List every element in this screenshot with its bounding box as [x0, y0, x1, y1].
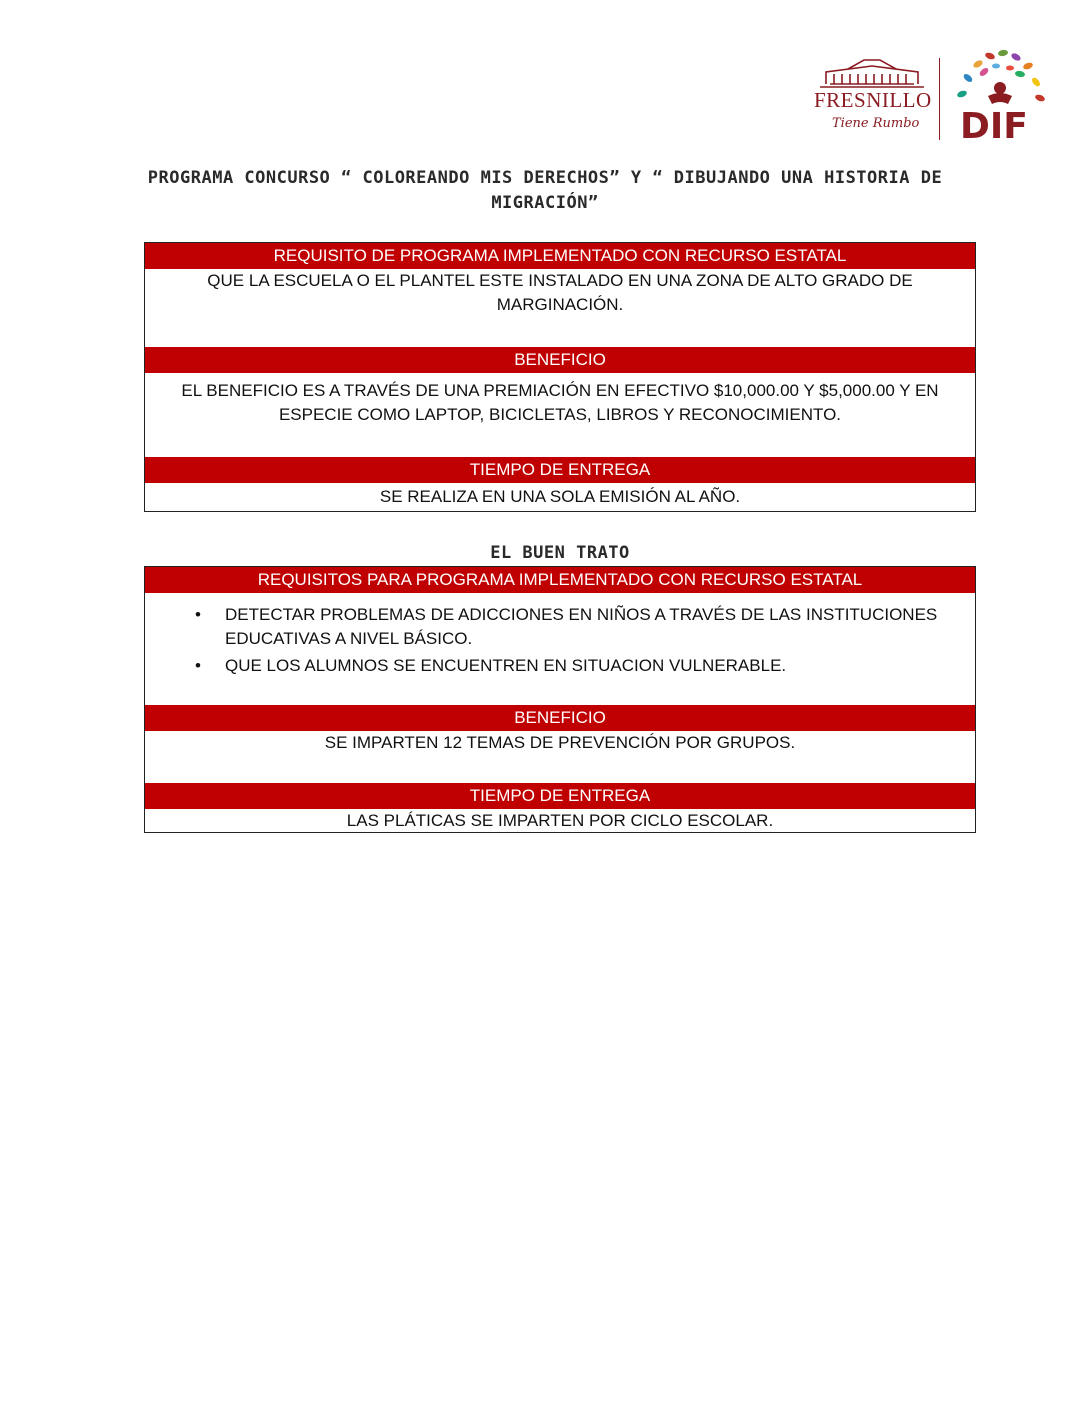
dif-logo-text: DIF	[960, 106, 1028, 144]
program1-benefit-header: BENEFICIO	[145, 347, 975, 373]
list-item: • QUE LOS ALUMNOS SE ENCUENTREN EN SITUACION VULNERABLE.	[225, 654, 965, 678]
program2-requirements-cell	[145, 593, 975, 705]
logo-divider	[939, 58, 940, 140]
program1-requirements-header: REQUISITO DE PROGRAMA IMPLEMENTADO CON RECURSO ESTATAL	[145, 243, 975, 269]
program2-requirements-header: REQUISITOS PARA PROGRAMA IMPLEMENTADO CON RECURSO ESTATAL	[145, 567, 975, 593]
fresnillo-logo-text: FRESNILLO	[814, 88, 932, 112]
program2-title: EL BUEN TRATO	[490, 543, 630, 563]
header-logos	[808, 44, 1053, 144]
program1-delivery-header: TIEMPO DE ENTREGA	[145, 457, 975, 483]
program2-delivery-text: LAS PLÁTICAS SE IMPARTEN POR CICLO ESCOLAR.	[346, 811, 774, 830]
fresnillo-tagline: Tiene Rumbo	[832, 116, 920, 131]
program2-requirements-list	[155, 603, 965, 678]
program1-table	[144, 242, 976, 512]
list-item: • DETECTAR PROBLEMAS DE ADICCIONES EN NIÑOS A TRAVÉS DE LAS INSTITUCIONES EDUCATIVAS A NIVEL BÁSICO.	[225, 603, 965, 651]
program1-benefit-text: EL BENEFICIO ES A TRAVÉS DE UNA PREMIACIÓN EN EFECTIVO $10,000.00 Y $5,000.00 Y EN ESPECIE COMO LAPTOP, BICICLETAS, LIBROS Y RECONOCIMIENTO.	[181, 381, 939, 424]
program1-requirements-text: QUE LA ESCUELA O EL PLANTEL ESTE INSTALADO EN UNA ZONA DE ALTO GRADO DE MARGINACIÓN.	[207, 271, 913, 314]
program2-benefit-text: SE IMPARTEN 12 TEMAS DE PREVENCIÓN POR GRUPOS.	[324, 733, 796, 752]
program2-benefit-header: BENEFICIO	[145, 705, 975, 731]
page-title: PROGRAMA CONCURSO “ COLOREANDO MIS DERECHOS” Y “ DIBUJANDO UNA HISTORIA DE MIGRACIÓN”	[147, 168, 943, 213]
dif-logo	[948, 44, 1053, 144]
fresnillo-logo	[808, 54, 936, 144]
program2-table	[144, 566, 976, 833]
program2-delivery-header: TIEMPO DE ENTREGA	[145, 783, 975, 809]
program1-delivery-text: SE REALIZA EN UNA SOLA EMISIÓN AL AÑO.	[379, 487, 741, 506]
dif-tree-icon	[948, 44, 1053, 144]
